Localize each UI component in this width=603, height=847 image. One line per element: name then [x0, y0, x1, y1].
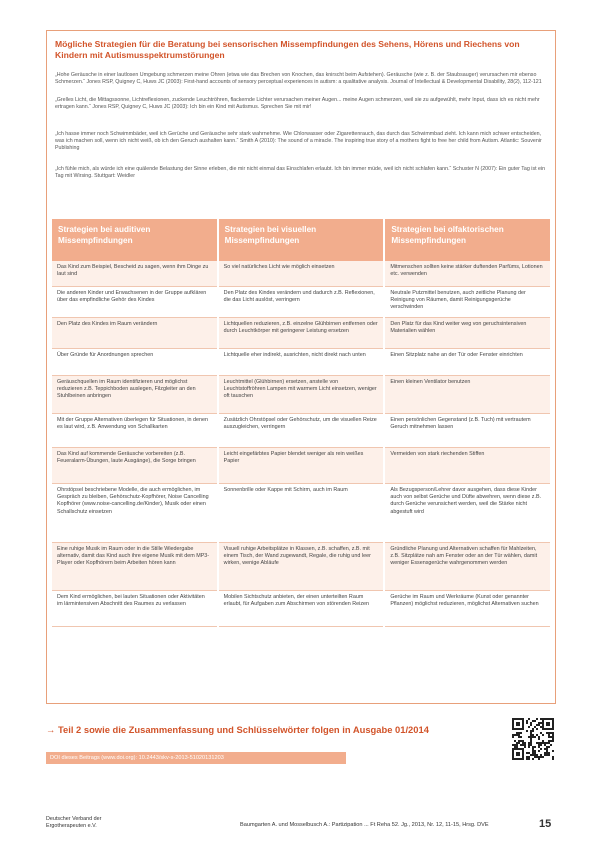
- table-cell: Mobilen Sichtschutz anbieten, der einen unterteilten Raum erlaubt, für Aufgaben zum Abschirmen von störenden Reizen: [219, 591, 384, 627]
- table-row: [52, 414, 550, 448]
- table-row: [52, 543, 550, 591]
- table-cell: Mitmenschen sollten keine stärker duftenden Parfüms, Lotionen etc. verwenden: [385, 261, 550, 287]
- quote-4: „Ich fühle mich, als würde ich eine quälende Belastung der Sinne erleben, die mir nicht einmal das Einschlafen erlaubt. Ich bin immer müde, weil ich nicht schlafen kann.“ Schuster N (2007): Ein guter Tag ist ein Tag mit Wirsing. Stuttgart: Weidler: [55, 166, 546, 180]
- table-cell: Zusätzlich Ohrstöpsel oder Gehörschutz, um die visuellen Reize auszugleichen, verringern: [219, 414, 384, 448]
- table-cell: Lichtquellen reduzieren, z.B. einzelne Glühbirnen entfernen oder durch Leuchtkörper mit geringerer Leistung ersetzen: [219, 318, 384, 349]
- header-auditory: Strategien bei auditiven Missempfindungen: [52, 219, 217, 261]
- table-cell: Den Platz des Kindes verändern und dadurch z.B. Reflexionen, die das Licht auslöst, verringern: [219, 287, 384, 318]
- table-cell: Das Kind zum Beispiel, Bescheid zu sagen, wenn ihm Dinge zu laut sind: [52, 261, 217, 287]
- table-header-row: [52, 219, 550, 261]
- table-cell: Lichtquelle eher indirekt, ausrichten, nicht direkt nach unten: [219, 349, 384, 376]
- table-cell: Neutrale Putzmittel benutzen, auch zeitliche Planung der Reinigung von Räumen, damit Reinigungsgerüche verschwinden: [385, 287, 550, 318]
- table-row: [52, 287, 550, 318]
- page-number: 15: [539, 818, 552, 830]
- publisher-name: [46, 816, 101, 830]
- strategy-table: [52, 219, 550, 627]
- table-cell: Dem Kind ermöglichen, bei lauten Situationen oder Aktivitäten im lärmintensiven Abschnitt des Raumes zu verlassen: [52, 591, 217, 627]
- publisher-line-2: Ergotherapeuten e.V.: [46, 823, 97, 829]
- qr-code-icon[interactable]: [510, 716, 556, 762]
- quote-1: „Hohe Geräusche in einer lautlosen Umgebung schmerzen meine Ohren (etwa wie das Brechen von Knochen, das knirscht beim Aufstehen). Geräusche (wie z. B. der Staubsauger) verursachen mir ebenso Schmerzen.“ Jones RSP, Quigney C, Huws JC (2003): First-hand accounts of sensory perceptual experiences in autism: a qualitative analysis. Journal of Intellectual & Developmental Disability, 28(2), 112-121: [55, 72, 542, 86]
- table-cell: Das Kind auf kommende Geräusche vorbereiten (z.B. Feueralarm-Übungen, laute Ausgänge), die Sorge bringen: [52, 448, 217, 484]
- table-cell: Gerüche im Raum und Werkräume (Kunst oder genannter Pflanzen) möglichst reduzieren, möglichst Alternativen suchen: [385, 591, 550, 627]
- table-row: [52, 591, 550, 627]
- quote-3: „Ich hasse immer noch Schwimmbäder, weil ich Gerüche und Geräusche sehr stark wahrnehme. Wie Chlorwasser oder Zigarettenrauch, das durch das Schwimmbad zieht. Ich kann mich schwer entscheiden, was ich machen soll, wenn ich nicht weiß, ob ich den Geruch aushalten kann.“ Smith A (2010): The sound of a miracle. The inspiring true story of a mothers fight to free her child from Autism. Atlantic: Souvenir Publishing: [55, 131, 542, 152]
- table-cell: Ohrstöpsel beschriebene Modelle, die auch ermöglichen, im Gespräch zu bleiben, Gehörschutz-Kopfhörer, Noise Cancelling Kopfhörer (www.noise-cancelling.de/Kinder), Musik oder einen Schallschutz einsetzen: [52, 484, 217, 543]
- table-cell: Eine ruhige Musik im Raum oder in die Stille Wiedergabe alternativ, damit das Kind auch ihre eigene Musik mit dem MP3-Player oder Kopfhörern beim Arbeiten hören kann: [52, 543, 217, 591]
- publisher-line-1: Deutscher Verband der: [46, 816, 102, 822]
- table-cell: Sonnenbrille oder Kappe mit Schirm, auch im Raum: [219, 484, 384, 543]
- table-cell: Den Platz für das Kind weiter weg von geruchsintensiven Materialien wählen: [385, 318, 550, 349]
- doi-bar[interactable]: DOI dieses Beitrags (www.doi.org): 10.2443/skv-s-2013-51020131203: [46, 752, 346, 764]
- quote-2: „Grelles Licht, die Mittagssonne, Lichtreflexionen, zuckende Leuchtröhren, flackernde Lichter verursachen meiner Augen... meine Augen schmerzen, weil sie zu aufgewühlt, mehr Input, dass ich es nicht mehr ertragen kann.“ Jones RSP, Quigney C, Huws JC (2003): Ich bin ein Kind mit Autismus. Sprechen Sie mit mir!: [55, 97, 540, 111]
- table-cell: Mit der Gruppe Alternativen überlegen für Situationen, in denen es laut wird, z.B. Anwendung von Schallkarten: [52, 414, 217, 448]
- continuation-note: → Teil 2 sowie die Zusammenfassung und Schlüsselwörter folgen in Ausgabe 01/2014: [46, 724, 429, 735]
- table-cell: So viel natürliches Licht wie möglich einsetzen: [219, 261, 384, 287]
- citation-footer: Baumgarten A. und Mosselbusch A.: Partizipation ... Ft Reha 52. Jg., 2013, Nr. 12, 11-15, Hrsg. DVE: [240, 822, 489, 828]
- table-row: [52, 484, 550, 543]
- table-cell: Visuell ruhige Arbeitsplätze in Klassen, z.B. schaffen, z.B. mit einem Tisch, der Wand zugewandt, Regale, die ruhig und leer wirken, wenige Abläufe: [219, 543, 384, 591]
- table-cell: Einen kleinen Ventilator benutzen: [385, 376, 550, 414]
- table-cell: Vermeiden von stark riechenden Stiffen: [385, 448, 550, 484]
- table-row: [52, 349, 550, 376]
- table-row: [52, 261, 550, 287]
- strategy-box: [46, 30, 556, 704]
- table-cell: Den Platz des Kindes im Raum verändern: [52, 318, 217, 349]
- table-cell: Über Gründe für Anordnungen sprechen: [52, 349, 217, 376]
- header-visual: Strategien bei visuellen Missempfindungen: [219, 219, 384, 261]
- table-cell: Geräuschquellen im Raum identifizieren und möglichst reduzieren z.B. Teppichboden auslegen, Filzgleiter an den Stuhlbeinen anbringen: [52, 376, 217, 414]
- table-cell: Die anderen Kinder und Erwachsenen in der Gruppe aufklären über das empfindliche Gehör des Kindes: [52, 287, 217, 318]
- table-cell: Gründliche Planung und Alternativen schaffen für Mahlzeiten, z.B. Sitzplätze nah am Fenster oder an der Tür wählen, damit weniger Essensgerüche wahrgenommen werden: [385, 543, 550, 591]
- table-cell: Einen persönlichen Gegenstand (z.B. Tuch) mit vertrautem Geruch mitnehmen lassen: [385, 414, 550, 448]
- header-olfactory: Strategien bei olfaktorischen Missempfindungen: [385, 219, 550, 261]
- box-title: Mögliche Strategien für die Beratung bei sensorischen Missempfindungen des Sehens, Hörens und Riechens von Kindern mit Autismusspektrumstörungen: [55, 39, 520, 60]
- table-cell: Leuchtmittel (Glühbirnen) ersetzen, anstelle von Leuchtstoffröhren Lampen mit warmem Licht einsetzen, weniger oft tauschen: [219, 376, 384, 414]
- table-body: [52, 261, 550, 627]
- table-cell: Als Bezugsperson/Lehrer davor ausgehen, dass diese Kinder auch von selbst Gerüche und Düfte abwehren, wenn diese z.B. durch Gerüche verunsichert werden, weil die Stärke nicht abgestuft wird: [385, 484, 550, 543]
- table-row: [52, 448, 550, 484]
- table-cell: Leicht eingefärbtes Papier blendet weniger als rein weißes Papier: [219, 448, 384, 484]
- table-row: [52, 376, 550, 414]
- table-cell: Einen Sitzplatz nahe an der Tür oder Fenster einrichten: [385, 349, 550, 376]
- table-row: [52, 318, 550, 349]
